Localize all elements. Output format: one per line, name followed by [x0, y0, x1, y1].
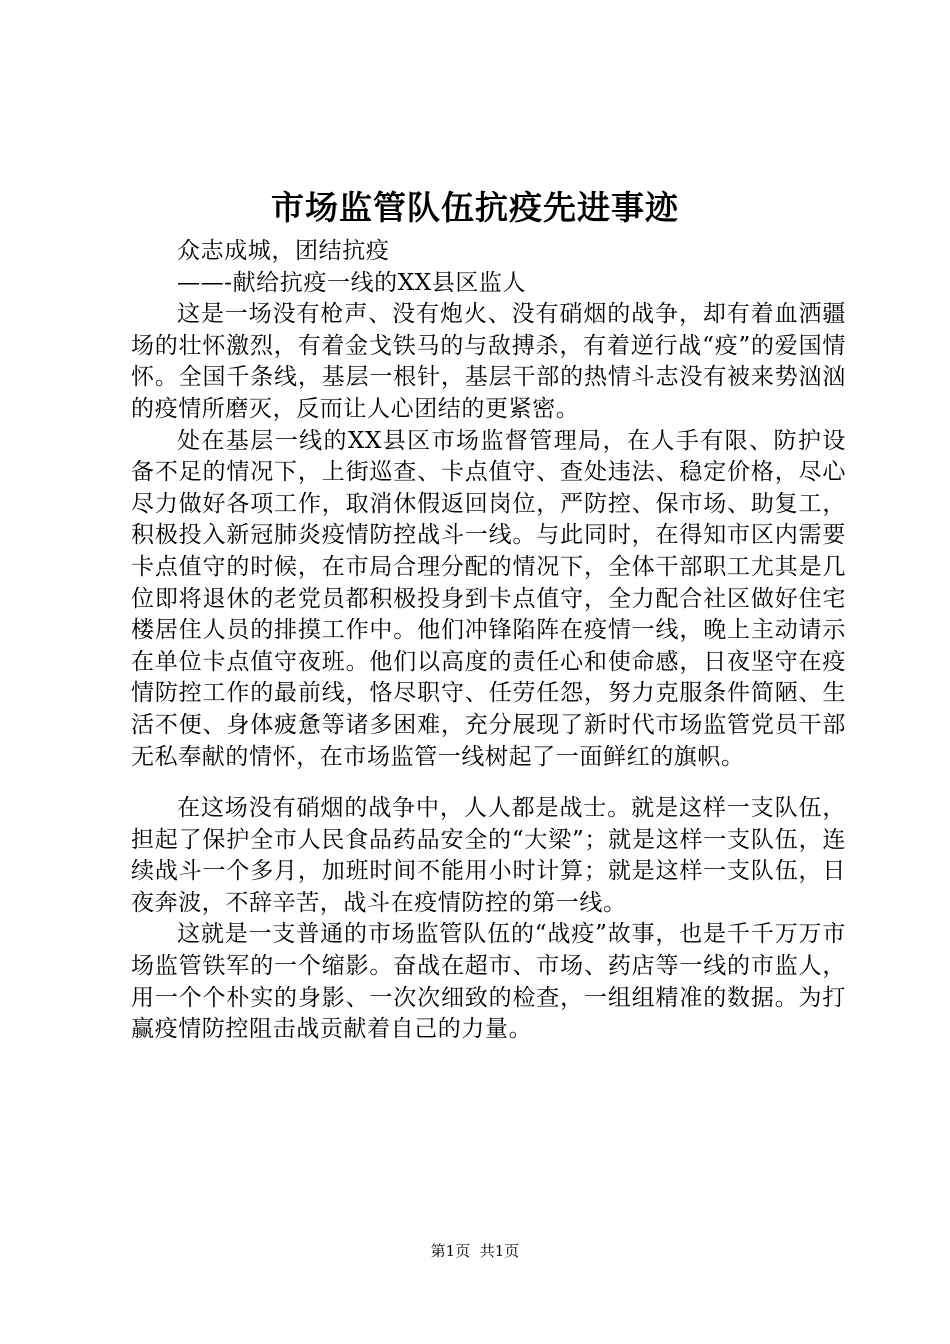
page-number: 第1页: [430, 1242, 471, 1260]
subtitle: 众志成城，团结抗疫: [177, 238, 390, 264]
dedication-line: ——-献给抗疫一线的XX县区监人: [177, 269, 527, 296]
page-footer: [0, 1240, 950, 1262]
paragraph-2: 处在基层一线的XX县区市场监督管理局，在人手有限、防护设备不足的情况下，上街巡查、卡点值守、查处违法、稳定价格，尽心尽力做好各项工作，取消休假返回岗位，严防控、保市场、助复工，积极投入新冠肺炎疫情防控战斗一线。与此同时，在得知市区内需要卡点值守的时候，在市局合理分配的情况下，全体干部职工尤其是几位即将退休的老党员都积极投身到卡点值守，全力配合社区做好住宅楼居住人员的排摸工作中。他们冲锋陷阵在疫情一线，晚上主动请示在单位卡点值守夜班。他们以高度的责任心和使命感，日夜坚守在疫情防控工作的最前线，恪尽职守、任劳任怨，努力克服条件简陋、生活不便、身体疲惫等诸多困难，充分展现了新时代市场监管党员干部无私奉献的情怀，在市场监管一线树起了一面鲜红的旗帜。: [131, 427, 846, 770]
document-title: 市场监管队伍抗疫先进事迹: [271, 188, 679, 227]
document-body: [131, 236, 846, 1046]
paragraph-1: 这是一场没有枪声、没有炮火、没有硝烟的战争，却有着血洒疆场的壮怀激烈，有着金戈铁马的与敌搏杀，有着逆行战“疫”的爱国情怀。全国千条线，基层一根针，基层干部的热情斗志没有被来势汹汹的疫情所磨灭，反而让人心团结的更紧密。: [131, 301, 846, 422]
paragraph-4: 这就是一支普通的市场监管队伍的“战疫”故事，也是千千万万市场监管铁军的一个缩影。奋战在超市、市场、药店等一线的市监人，用一个个朴实的身影、一次次细致的检查，一组组精准的数据。为打赢疫情防控阻击战贡献着自己的力量。: [131, 921, 846, 1043]
paragraph-3: 在这场没有硝烟的战争中，人人都是战士。就是这样一支队伍，担起了保护全市人民食品药品安全的“大梁”；就是这样一支队伍，连续战斗一个多月，加班时间不能用小时计算；就是这样一支队伍，日夜奔波，不辞辛苦，战斗在疫情防控的第一线。: [131, 795, 846, 916]
page-total: 共1页: [479, 1242, 520, 1260]
